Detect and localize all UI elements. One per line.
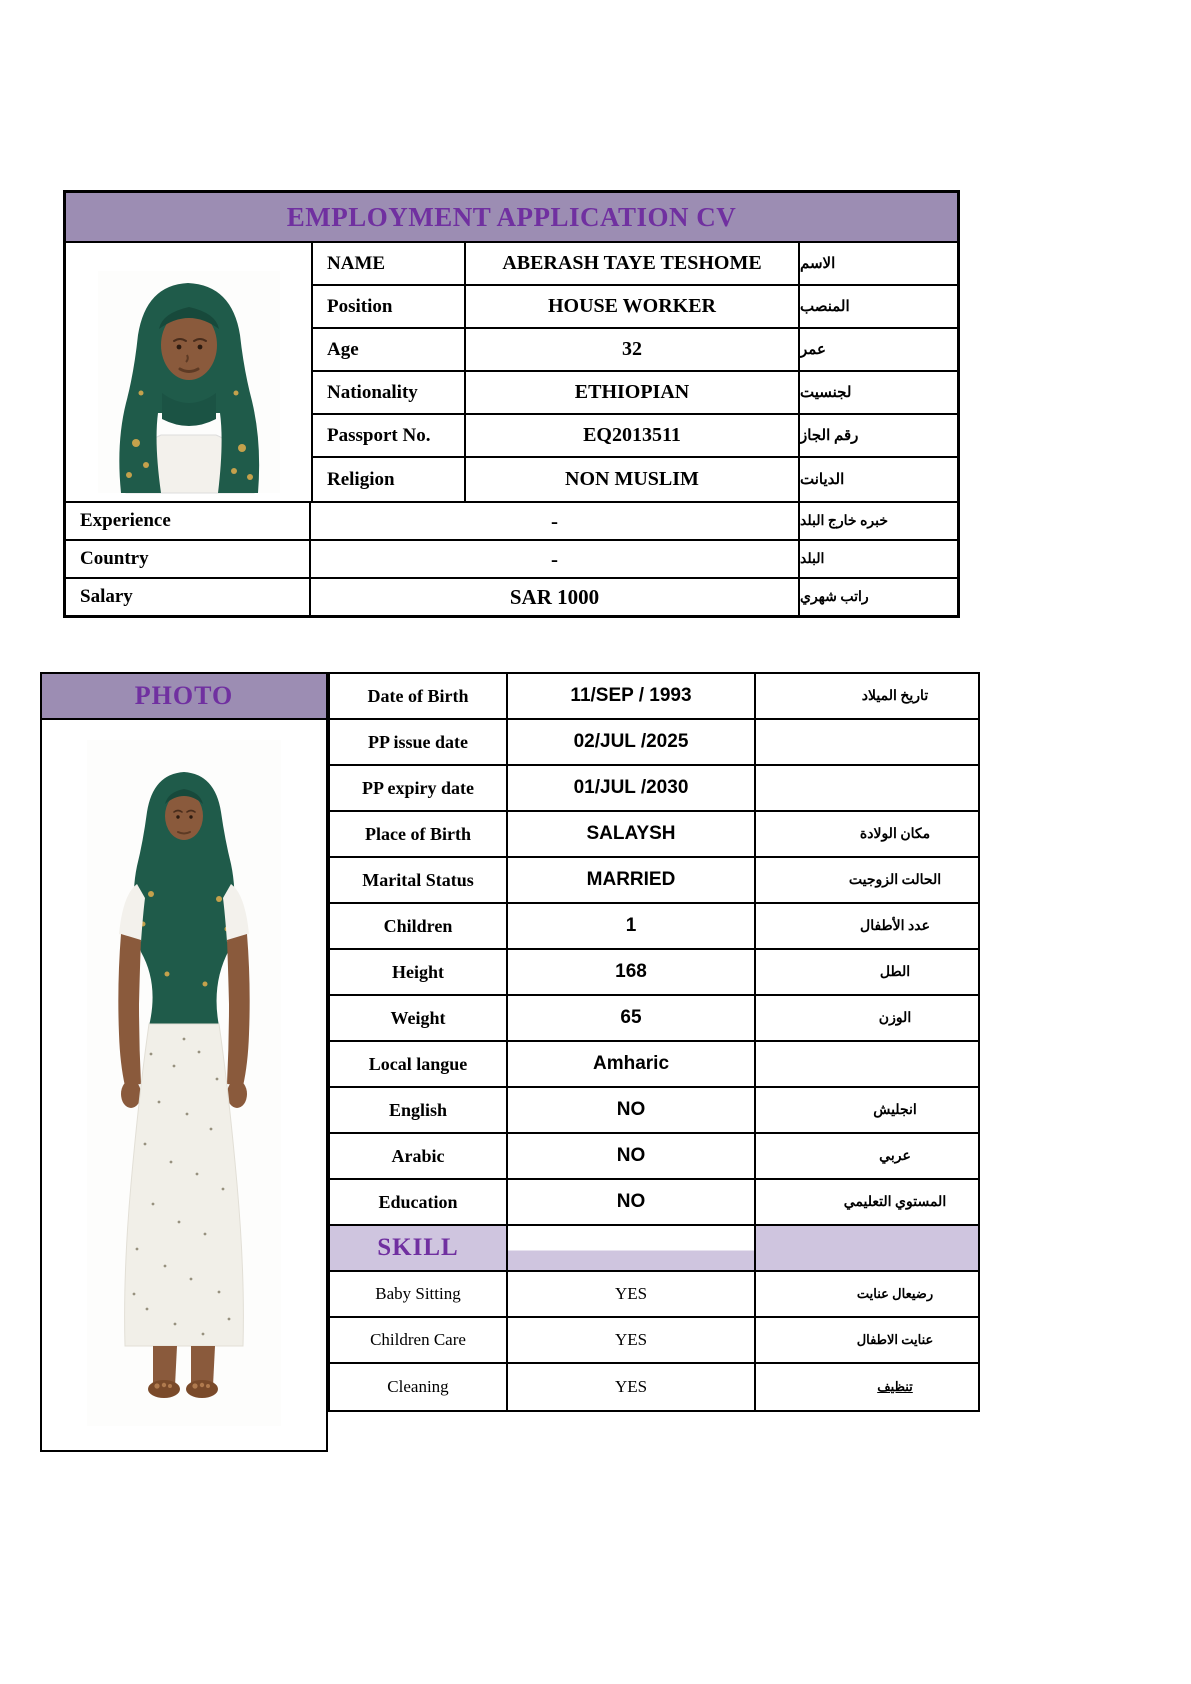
row-value: 1 — [508, 904, 756, 948]
row-label: Education — [330, 1180, 508, 1224]
table-row — [330, 720, 978, 766]
row-arabic-label: خبره خارج البلد — [800, 513, 889, 529]
row-label: Weight — [330, 996, 508, 1040]
row-arabic-label — [756, 1042, 978, 1086]
row-label: Marital Status — [330, 858, 508, 902]
row-value: 65 — [508, 996, 756, 1040]
table-row — [313, 286, 957, 329]
details-table — [328, 672, 980, 1412]
table-row — [66, 539, 957, 577]
row-value: EQ2013511 — [466, 415, 800, 456]
row-arabic-label: لجنسيت — [800, 385, 852, 401]
row-value: ETHIOPIAN — [466, 372, 800, 413]
row-arabic-label: مكان الولادة — [859, 826, 931, 842]
row-arabic-label: رقم الجاز — [800, 428, 859, 444]
table-row — [330, 1088, 978, 1134]
row-value: YES — [508, 1364, 756, 1410]
row-label: Children Care — [330, 1318, 508, 1362]
table-row — [66, 501, 957, 539]
table1-rows — [313, 243, 957, 501]
portrait-illustration — [66, 243, 311, 501]
row-label: Experience — [66, 503, 311, 539]
row-value: YES — [508, 1318, 756, 1362]
row-label: Cleaning — [330, 1364, 508, 1410]
row-label: Baby Sitting — [330, 1272, 508, 1316]
skill-section-header-row — [330, 1226, 978, 1272]
row-label: NAME — [313, 243, 466, 284]
skill-header-arabic-cell — [756, 1226, 978, 1270]
row-value: NON MUSLIM — [466, 458, 800, 501]
row-value: 168 — [508, 950, 756, 994]
row-arabic-label: الحالت الزوجيت — [848, 872, 942, 888]
row-arabic-label — [756, 766, 978, 810]
photo-section-title: PHOTO — [42, 674, 326, 720]
table-row — [313, 458, 957, 501]
row-value: 11/SEP / 1993 — [508, 674, 756, 718]
table-row — [330, 904, 978, 950]
row-value: NO — [508, 1180, 756, 1224]
row-arabic-label — [756, 720, 978, 764]
row-value: - — [311, 503, 800, 539]
row-value: NO — [508, 1134, 756, 1178]
table-row — [330, 1364, 978, 1410]
table-row — [330, 812, 978, 858]
row-arabic-label: المستوي التعليمي — [843, 1194, 947, 1210]
row-arabic-label: الديانت — [800, 472, 845, 488]
table-row — [330, 996, 978, 1042]
row-label: Date of Birth — [330, 674, 508, 718]
row-arabic-label: الطل — [879, 964, 911, 980]
table-row — [330, 858, 978, 904]
row-value: YES — [508, 1272, 756, 1316]
photo-column — [40, 672, 328, 1452]
row-label: Country — [66, 541, 311, 577]
row-label: Place of Birth — [330, 812, 508, 856]
fullbody-illustration — [79, 734, 289, 1446]
row-value: NO — [508, 1088, 756, 1132]
row-arabic-label: تاريخ الميلاد — [861, 688, 929, 704]
table-row — [330, 1180, 978, 1226]
row-value: HOUSE WORKER — [466, 286, 800, 327]
row-label: PP issue date — [330, 720, 508, 764]
table-row — [330, 1134, 978, 1180]
table-row — [330, 950, 978, 996]
row-arabic-label: راتب شهري — [800, 589, 869, 605]
row-arabic-label: الاسم — [800, 256, 836, 272]
table-row — [313, 329, 957, 372]
row-label: PP expiry date — [330, 766, 508, 810]
row-label: Children — [330, 904, 508, 948]
page-title: EMPLOYMENT APPLICATION CV — [66, 193, 957, 243]
table-row — [330, 1318, 978, 1364]
row-arabic-label: عنايت الاطفال — [856, 1332, 934, 1347]
row-label: Salary — [66, 579, 311, 615]
row-label: Height — [330, 950, 508, 994]
applicant-fullbody-photo — [42, 720, 326, 1450]
row-arabic-label: الوزن — [878, 1010, 912, 1026]
row-value: ABERASH TAYE TESHOME — [466, 243, 800, 284]
skill-section-title: SKILL — [330, 1226, 508, 1270]
skill-header-value-cell — [508, 1226, 756, 1270]
row-value: SAR 1000 — [311, 579, 800, 615]
row-label: Passport No. — [313, 415, 466, 456]
row-label: Religion — [313, 458, 466, 501]
row-arabic-label: عربي — [879, 1148, 911, 1164]
table1-body — [66, 243, 957, 501]
row-value: Amharic — [508, 1042, 756, 1086]
row-label: Arabic — [330, 1134, 508, 1178]
table-row — [313, 372, 957, 415]
row-value: 32 — [466, 329, 800, 370]
row-label: Age — [313, 329, 466, 370]
table-row — [330, 1042, 978, 1088]
row-label: Nationality — [313, 372, 466, 413]
row-value: - — [311, 541, 800, 577]
row-value: MARRIED — [508, 858, 756, 902]
row-arabic-label: رضيعال عنايت — [856, 1286, 934, 1301]
row-arabic-label: المنصب — [800, 299, 850, 315]
applicant-portrait-photo — [66, 243, 313, 501]
row-arabic-label: تنظيف — [877, 1379, 913, 1394]
table-row — [313, 415, 957, 458]
table-row — [330, 674, 978, 720]
table-row — [66, 577, 957, 615]
row-value: SALAYSH — [508, 812, 756, 856]
table-row — [330, 766, 978, 812]
row-label: Local langue — [330, 1042, 508, 1086]
employment-application-table — [63, 190, 960, 618]
row-value: 02/JUL /2025 — [508, 720, 756, 764]
row-arabic-label: عدد الأطفال — [860, 918, 930, 934]
row-label: English — [330, 1088, 508, 1132]
row-arabic-label: البلد — [800, 551, 825, 567]
row-arabic-label: انجليش — [873, 1102, 917, 1118]
table-row — [313, 243, 957, 286]
row-label: Position — [313, 286, 466, 327]
table-row — [330, 1272, 978, 1318]
row-value: 01/JUL /2030 — [508, 766, 756, 810]
row-arabic-label: عمر — [800, 342, 826, 358]
